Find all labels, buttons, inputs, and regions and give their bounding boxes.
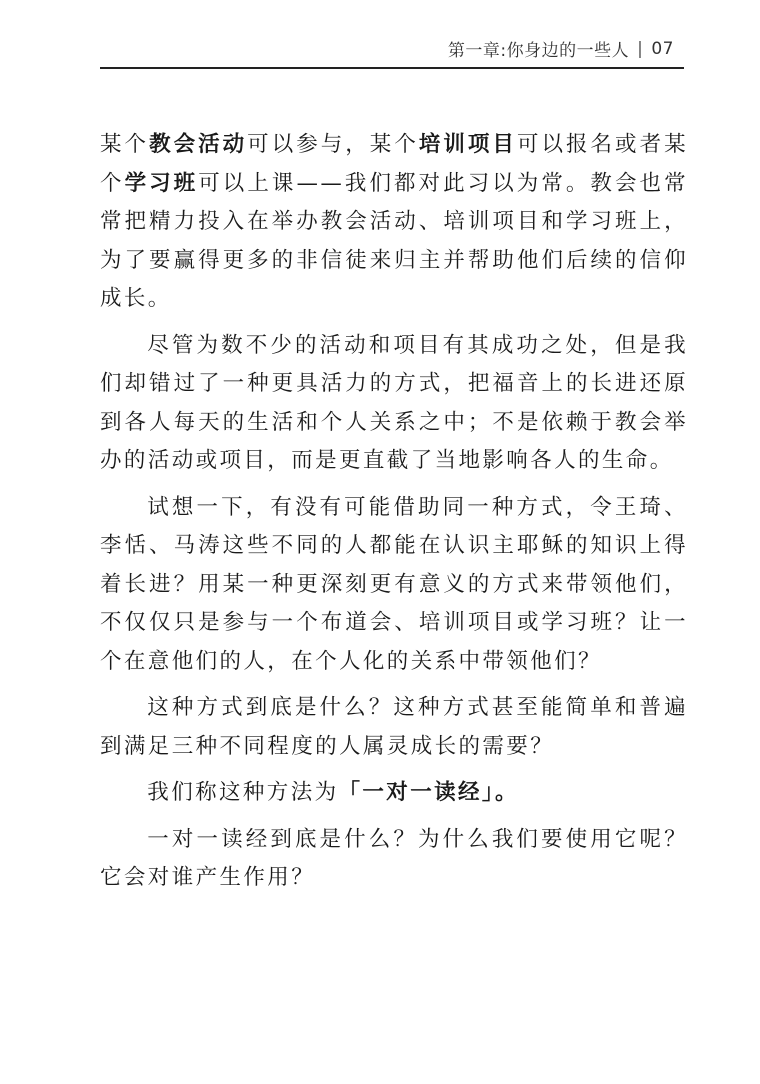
p1-text-2: 可以参与，某个 [247,132,419,157]
paragraph-6: 一对一读经到底是什么？为什么我们要使用它呢？它会对谁产生作用？ [100,826,688,890]
p5-bold-1: 「一对一读经」。 [338,780,519,805]
chapter-title: 第一章:你身边的一些人 [447,41,630,61]
header-rule [100,67,684,69]
p1-bold-2: 培训项目 [418,132,517,157]
running-header [448,36,674,61]
p1-bold-1: 教会活动 [149,132,248,157]
paragraph-1 [100,126,688,319]
p1-text-1: 某个 [100,132,150,157]
p1-text-4: 可以上课——我们都对此习以为常。教会也常常把精力投入在举办教会活动、培训项目和学习班上，为了要赢得更多的非信徒来归主并帮助他们后续的信仰成长。 [100,170,688,311]
paragraph-4: 这种方式到底是什么？这种方式甚至能简单和普遍到满足三种不同程度的人属灵成长的需要？ [100,695,688,759]
paragraph-5 [100,774,688,813]
p5-text-1: 我们称这种方法为 [147,780,339,805]
p1-text-3: 可以报名或者某个 [100,132,688,196]
paragraph-3: 试想一下，有没有可能借助同一种方式，令王琦、李恬、马涛这些不同的人都能在认识主耶稣的知识上得着长进？用某一种更深刻更有意义的方式来带领他们，不仅仅只是参与一个布道会、培训项目或学习班？让一个在意他们的人，在个人化的关系中带领他们？ [100,494,688,674]
page-number: 07 [651,38,674,59]
paragraph-2: 尽管为数不少的活动和项目有其成功之处，但是我们却错过了一种更具活力的方式，把福音上的长进还原到各人每天的生活和个人关系之中；不是依赖于教会举办的活动或项目，而是更直截了当地影响各人的生命。 [100,332,688,473]
p1-bold-3: 学习班 [124,170,199,196]
header-separator: | [637,38,644,59]
body-text [100,126,688,898]
